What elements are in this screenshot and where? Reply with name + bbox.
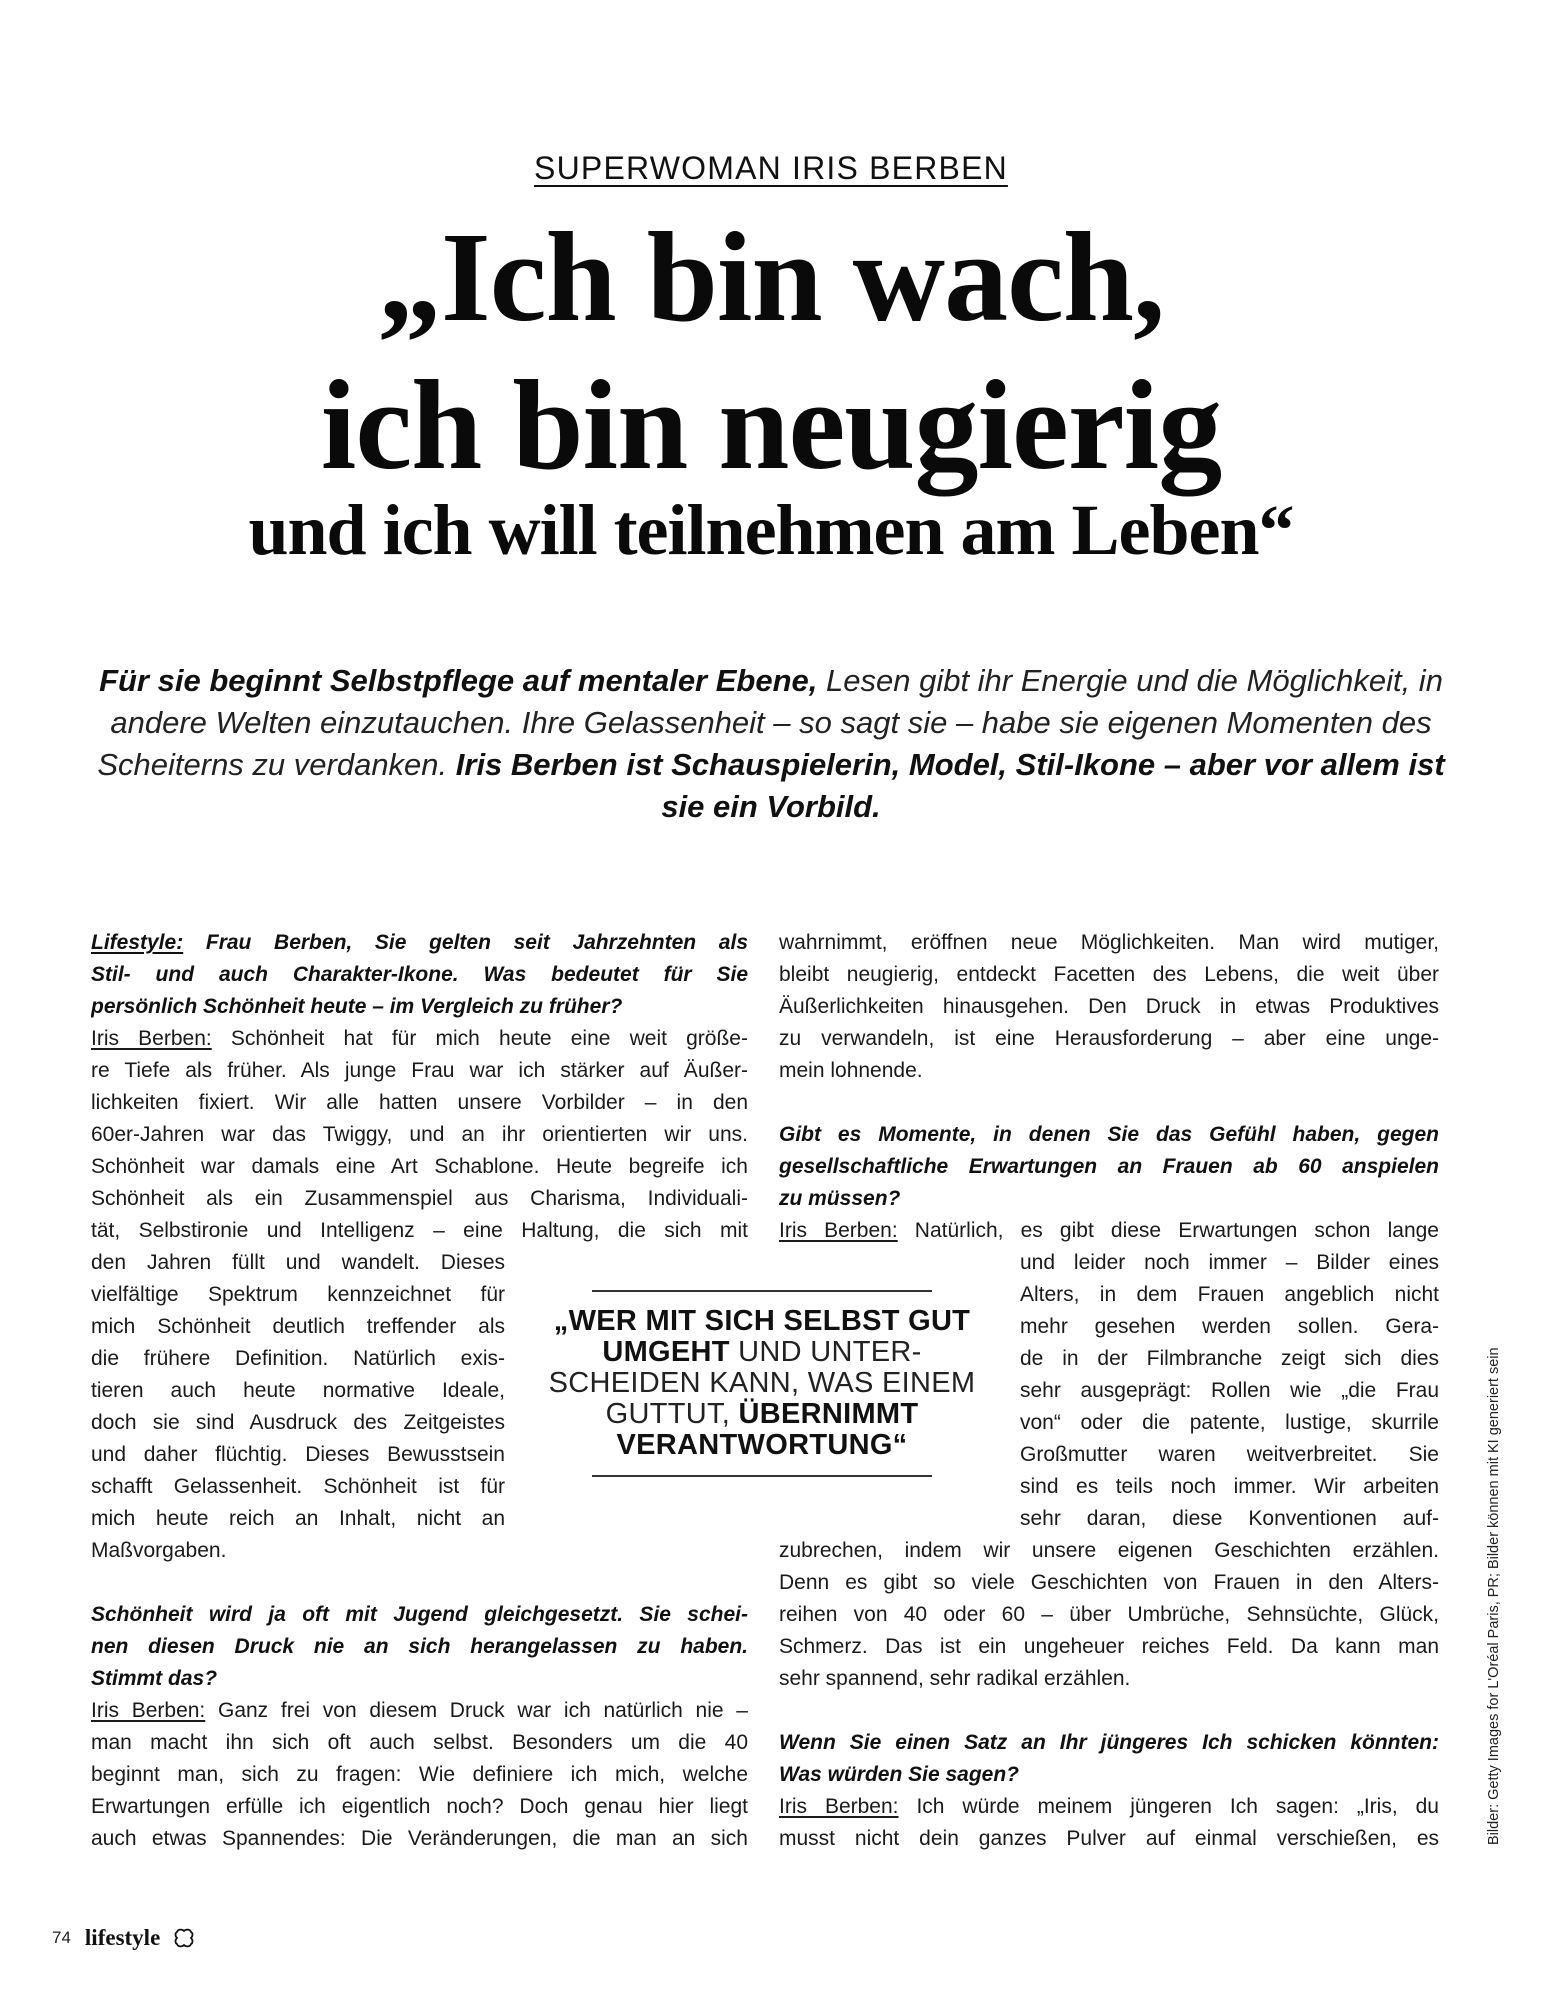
answer-3-line: Schmerz. Das ist ein ungeheuer reiches Feld. Da kann man <box>779 1635 1439 1658</box>
kicker <box>0 150 1542 187</box>
answer-2-cont-line: bleibt neugierig, entdeckt Facetten des Lebens, die weit über <box>779 963 1439 986</box>
answer-3-line: Großmutter waren weitverbreitet. Sie <box>1020 1443 1439 1466</box>
question-4-line: Was würden Sie sagen? <box>779 1763 1020 1786</box>
pull-quote-top-rule <box>592 1290 932 1292</box>
answer-3-line: sehr spannend, sehr radikal erzählen. <box>779 1667 1131 1690</box>
answer-2-line: man macht ihn sich oft auch selbst. Besonders um die 40 <box>91 1731 748 1754</box>
answer-3-line: sind es teils noch immer. Wir arbeiten <box>1020 1475 1439 1498</box>
answer-1-line: Schönheit als ein Zusammenspiel aus Charisma, Individuali- <box>91 1187 748 1210</box>
answer-1-line <box>91 1024 748 1054</box>
answer-1-line: mich Schönheit deutlich treffender als <box>91 1315 505 1338</box>
answer-2-cont-line: zu verwandeln, ist eine Herausforderung – aber eine unge- <box>779 1027 1439 1050</box>
answer-3-line: zubrechen, indem wir unsere eigenen Geschichten erzählen. <box>779 1539 1439 1562</box>
answer-3-line: von“ oder die patente, lustige, skurrile <box>1020 1411 1439 1434</box>
answer-2-line: auch etwas Spannendes: Die Veränderungen, die man an sich <box>91 1827 748 1850</box>
answer-2-line: Erwartungen erfülle ich eigentlich noch? Doch genau hier liegt <box>91 1795 748 1818</box>
lead-bold-2: Iris Berben ist Schauspielerin, Model, Stil-Ikone – aber vor allem ist sie ein Vorbild. <box>447 747 1445 824</box>
question-4-line: Wenn Sie einen Satz an Ihr jüngeres Ich schicken könnten: <box>779 1731 1439 1754</box>
magazine-brand: lifestyle <box>84 1925 161 1950</box>
headline-line-2: ich bin neugierig <box>320 354 1222 496</box>
a4-text: Ich würde meinem jüngeren Ich sagen: „Iris, du <box>898 1795 1439 1818</box>
question-2-line: nen diesen Druck nie an sich herangelassen zu haben. <box>91 1635 748 1658</box>
answer-3-line <box>779 1216 1439 1246</box>
question-1-line <box>91 928 748 958</box>
lead-bold-1: Für sie beginnt Selbstpflege auf mentaler Ebene, <box>99 663 818 698</box>
pull-quote-bottom-rule <box>592 1475 932 1477</box>
answer-1-line: Schönheit war damals eine Art Schablone. Heute begreife ich <box>91 1155 748 1178</box>
answer-1-line: und daher flüchtig. Dieses Bewusstsein <box>91 1443 505 1466</box>
question-2-line: Schönheit wird ja oft mit Jugend gleichgesetzt. Sie schei- <box>91 1603 748 1626</box>
pull-quote-bold-2: ÜBERNIMMT VERANTWORTUNG“ <box>616 1398 919 1461</box>
clover-outline-icon <box>174 1928 194 1948</box>
interviewer-label: Lifestyle: <box>91 931 184 954</box>
answer-3-line: Denn es gibt so viele Geschichten von Frauen in den Alters- <box>779 1571 1439 1594</box>
question-3-line: gesellschaftliche Erwartungen an Frauen ab 60 anspielen <box>779 1155 1439 1178</box>
answer-4-line: musst nicht dein ganzes Pulver auf einmal verschießen, es <box>779 1827 1439 1850</box>
pull-quote-light: UND UNTER-SCHEIDEN KANN, WAS EINEM GUTTUT, <box>548 1336 976 1430</box>
answer-1-line: schafft Gelassenheit. Schönheit ist für <box>91 1475 505 1498</box>
headline-line-3: und ich will teilnehmen am Leben“ <box>248 490 1294 570</box>
question-1-line: Stil- und auch Charakter-Ikone. Was bedeutet für Sie <box>91 963 748 986</box>
question-3-line: zu müssen? <box>779 1187 901 1210</box>
question-3-line: Gibt es Momente, in denen Sie das Gefühl haben, gegen <box>779 1123 1439 1146</box>
answer-1-line: 60er-Jahren war das Twiggy, und an ihr orientierten wir uns. <box>91 1123 748 1146</box>
answer-2-cont-line: mein lohnende. <box>779 1059 923 1082</box>
answer-3-line: Alters, in dem Frauen angeblich nicht <box>1020 1283 1439 1306</box>
answer-3-line: und leider noch immer – Bilder eines <box>1020 1251 1439 1274</box>
answer-1-line: den Jahren füllt und wandelt. Dieses <box>91 1251 505 1274</box>
answer-4-line <box>779 1792 1439 1822</box>
answer-1-line: Maßvorgaben. <box>91 1539 227 1562</box>
answer-2-line: beginnt man, sich zu fragen: Wie definiere ich mich, welche <box>91 1763 748 1786</box>
a1-text: Schönheit hat für mich heute eine weit größe- <box>211 1027 748 1050</box>
a2-text: Ganz frei von diesem Druck war ich natürlich nie – <box>205 1699 748 1722</box>
lead-paragraph <box>80 660 1462 828</box>
answer-1-line: tieren auch heute normative Ideale, <box>91 1379 505 1402</box>
a3-text: Natürlich, es gibt diese Erwartungen schon lange <box>897 1219 1439 1242</box>
headline-line-1: „Ich bin wach, <box>377 206 1165 348</box>
lead-light: Lesen gibt ihr Energie und die Möglichkeit, in andere Welten einzutauchen. Ihre Gelassenheit – so sagt sie – habe sie eigenen Momenten des Scheiterns zu verdanken. <box>97 663 1443 782</box>
answer-1-line: vielfältige Spektrum kennzeichnet für <box>91 1283 505 1306</box>
pull-quote-bold-1: „WER MIT SICH SELBST GUT UMGEHT <box>553 1305 971 1368</box>
page-number: 74 <box>52 1928 71 1947</box>
pull-quote-text <box>548 1306 976 1461</box>
question-2-line: Stimmt das? <box>91 1667 218 1690</box>
answer-2-line <box>91 1696 748 1726</box>
answer-1-line: re Tiefe als früher. Als junge Frau war ich stärker auf Äußer- <box>91 1059 748 1082</box>
kicker-text: SUPERWOMAN IRIS BERBEN <box>534 150 1008 186</box>
page-footer <box>52 1925 194 1951</box>
answer-3-line: sehr daran, diese Konventionen auf- <box>1020 1507 1439 1530</box>
answer-1-line: lichkeiten fixiert. Wir alle hatten unsere Vorbilder – in den <box>91 1091 748 1114</box>
answer-3-line: sehr ausgeprägt: Rollen wie „die Frau <box>1020 1379 1439 1402</box>
interviewee-label: Iris Berben: <box>91 1699 206 1722</box>
answer-1-line: doch sie sind Ausdruck des Zeitgeistes <box>91 1411 505 1434</box>
interviewee-label: Iris Berben: <box>779 1795 899 1818</box>
answer-2-cont-line: wahrnimmt, eröffnen neue Möglichkeiten. Man wird mutiger, <box>779 931 1439 954</box>
answer-1-line: mich heute reich an Inhalt, nicht an <box>91 1507 505 1530</box>
answer-3-line: de in der Filmbranche zeigt sich dies <box>1020 1347 1439 1370</box>
answer-3-line: reihen von 40 oder 60 – über Umbrüche, Sehnsüchte, Glück, <box>779 1603 1439 1626</box>
answer-2-cont-line: Äußerlichkeiten hinausgehen. Den Druck in etwas Produktives <box>779 995 1439 1018</box>
answer-1-line: die frühere Definition. Natürlich exis- <box>91 1347 505 1370</box>
answer-1-line: tät, Selbstironie und Intelligenz – eine Haltung, die sich mit <box>91 1219 748 1242</box>
pull-quote <box>548 1290 976 1477</box>
photo-credit: Bilder: Getty Images for L'Oréal Paris, PR; Bilder können mit KI generiert sein <box>1486 1347 1502 1845</box>
answer-3-line: mehr gesehen werden sollen. Gera- <box>1020 1315 1439 1338</box>
interviewee-label: Iris Berben: <box>91 1027 212 1050</box>
question-1-line: persönlich Schönheit heute – im Vergleich zu früher? <box>91 995 623 1018</box>
q1-text: Frau Berben, Sie gelten seit Jahrzehnten als <box>183 931 748 954</box>
interviewee-label: Iris Berben: <box>779 1219 898 1242</box>
